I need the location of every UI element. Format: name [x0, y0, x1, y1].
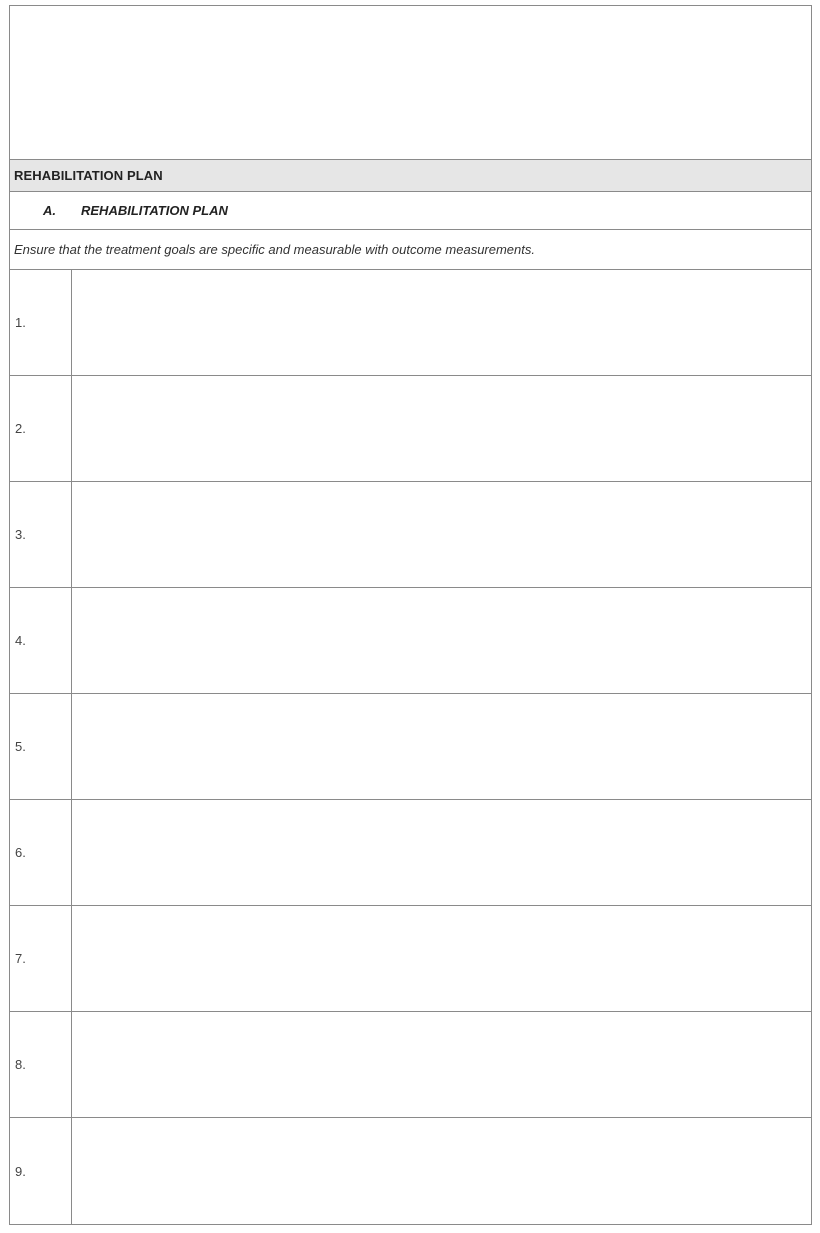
goal-number: 9. — [10, 1118, 72, 1224]
goal-number: 6. — [10, 800, 72, 905]
goal-number: 2. — [10, 376, 72, 481]
goal-input[interactable] — [72, 482, 811, 587]
goal-input[interactable] — [72, 906, 811, 1011]
sub-header-letter: A. — [43, 203, 56, 218]
goal-number: 4. — [10, 588, 72, 693]
goal-row — [10, 906, 811, 1012]
instruction-label: Ensure that the treatment goals are specific and measurable with outcome measurements. — [14, 242, 535, 257]
goal-input[interactable] — [72, 376, 811, 481]
instruction-text — [10, 230, 811, 270]
goal-input[interactable] — [72, 800, 811, 905]
goal-number: 8. — [10, 1012, 72, 1117]
goal-row — [10, 270, 811, 376]
goal-row — [10, 1118, 811, 1224]
section-header-label: REHABILITATION PLAN — [14, 168, 163, 183]
goal-number: 1. — [10, 270, 72, 375]
sub-header — [10, 192, 811, 230]
goal-input[interactable] — [72, 1118, 811, 1224]
goal-row — [10, 588, 811, 694]
goal-input[interactable] — [72, 588, 811, 693]
goal-input[interactable] — [72, 270, 811, 375]
goal-row — [10, 1012, 811, 1118]
goal-input[interactable] — [72, 1012, 811, 1117]
goal-row — [10, 800, 811, 906]
goal-input[interactable] — [72, 694, 811, 799]
goals-table — [10, 270, 811, 1224]
section-header — [10, 160, 811, 192]
goal-number: 7. — [10, 906, 72, 1011]
goal-number: 5. — [10, 694, 72, 799]
goal-number: 3. — [10, 482, 72, 587]
goal-row — [10, 694, 811, 800]
sub-header-title: REHABILITATION PLAN — [81, 203, 228, 218]
rehabilitation-form — [9, 5, 812, 1225]
goal-row — [10, 482, 811, 588]
top-blank-area[interactable] — [10, 6, 811, 160]
goal-row — [10, 376, 811, 482]
